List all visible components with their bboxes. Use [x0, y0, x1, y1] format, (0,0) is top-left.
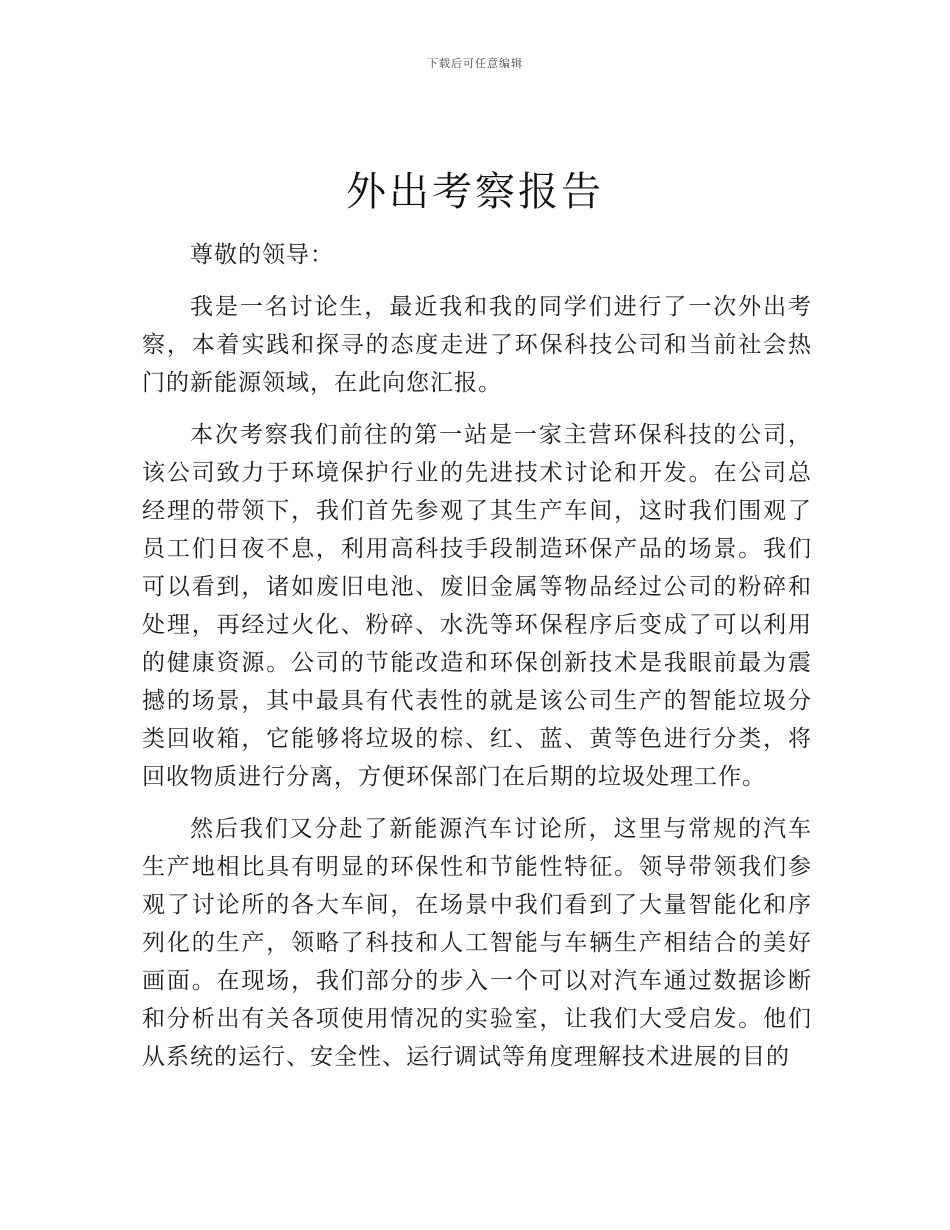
document-body	[142, 236, 812, 1090]
document-title: 外出考察报告	[346, 169, 604, 215]
paragraph-3: 然后我们又分赴了新能源汽车讨论所，这里与常规的汽车生产地相比具有明显的环保性和节能性特征。领导带领我们参观了讨论所的各大车间，在场景中我们看到了大量智能化和序列化的生产，领略了科技和人工智能与车辆生产相结合的美好画面。在现场，我们部分的步入一个可以对汽车通过数据诊断和分析出有关各项使用情况的实验室，让我们大受启发。他们从系统的运行、安全性、运行调试等角度理解技术进展的目的	[142, 816, 812, 1070]
paragraph-1: 我是一名讨论生，最近我和我的同学们进行了一次外出考察，本着实践和探寻的态度走进了环保科技公司和当前社会热门的新能源领域，在此向您汇报。	[142, 294, 812, 396]
page-header-note: 下载后可任意编辑	[427, 57, 523, 70]
salutation: 尊敬的领导：	[190, 242, 334, 268]
paragraph-2: 本次考察我们前往的第一站是一家主营环保科技的公司，该公司致力于环境保护行业的先进技术讨论和开发。在公司总经理的带领下，我们首先参观了其生产车间，这时我们围观了员工们日夜不息，利用高科技手段制造环保产品的场景。我们可以看到，诸如废旧电池、废旧金属等物品经过公司的粉碎和处理，再经过火化、粉碎、水洗等环保程序后变成了可以利用的健康资源。公司的节能改造和环保创新技术是我眼前最为震撼的场景，其中最具有代表性的就是该公司生产的智能垃圾分类回收箱，它能够将垃圾的棕、红、蓝、黄等色进行分类，将回收物质进行分离，方便环保部门在后期的垃圾处理工作。	[142, 422, 812, 790]
